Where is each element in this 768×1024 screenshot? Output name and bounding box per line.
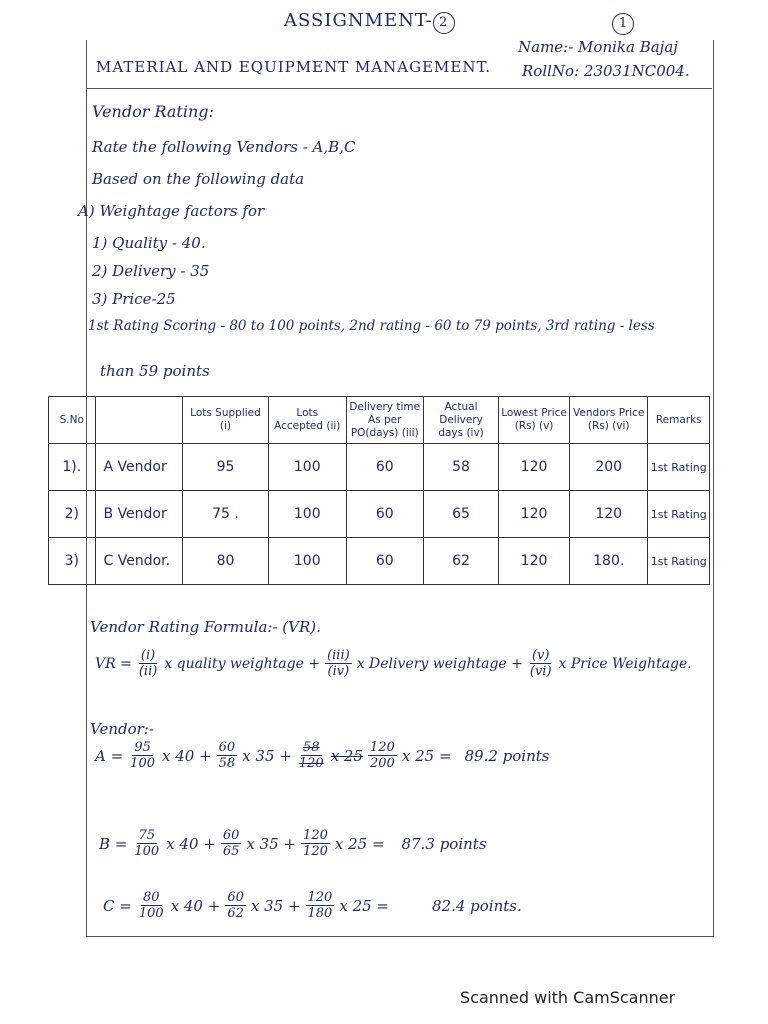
- page-number: 1: [612, 12, 634, 35]
- table-cell: B Vendor: [95, 491, 183, 538]
- result-a: 89.2 points: [464, 746, 550, 765]
- col-header: [95, 397, 183, 444]
- table-cell: 1).: [49, 444, 96, 491]
- student-name: Name:- Monika Bajaj: [518, 38, 678, 56]
- col-header: Actual Delivery days (iv): [423, 397, 498, 444]
- col-header: Lots Supplied (i): [183, 397, 269, 444]
- col-header: Remarks: [648, 397, 710, 444]
- calc-vendor-b: B = $\frac{75}{100}$ x 40 + $\frac{60}{65}$ x 35 + $\frac{120}{120}$ x 25 = 87.3 points: [99, 828, 487, 859]
- table-cell: C Vendor.: [95, 538, 183, 585]
- table-cell: 80: [183, 538, 269, 585]
- table-cell: 1st Rating: [648, 444, 710, 491]
- table-cell: 120: [499, 538, 570, 585]
- result-b: 87.3 points: [401, 834, 487, 853]
- vendor-table: [48, 396, 710, 585]
- roll-number: RollNo: 23031NC004.: [522, 62, 690, 80]
- calc-vendor-a: A = $\frac{95}{100}$ x 40 + $\frac{60}{58}$ x 35 + $\frac{58}{120}$ x 25 $\frac{120}{200}$ x 25 = 89.2 points: [95, 740, 550, 771]
- table-cell: 60: [346, 491, 423, 538]
- table-cell: 2): [49, 491, 96, 538]
- table-cell: 65: [423, 491, 498, 538]
- col-header: Vendors Price (Rs) (vi): [569, 397, 648, 444]
- table-cell: 200: [569, 444, 648, 491]
- col-header: Lots Accepted (ii): [268, 397, 346, 444]
- section-heading: Vendor Rating:: [92, 102, 214, 121]
- factor-price: 3) Price-25: [92, 290, 176, 308]
- calc-vendor-c: C = $\frac{80}{100}$ x 40 + $\frac{60}{62}$ x 35 + $\frac{120}{180}$ x 25 = 82.4 points.: [103, 890, 522, 921]
- table-row: [49, 444, 710, 491]
- table-cell: 58: [423, 444, 498, 491]
- table-cell: 100: [268, 491, 346, 538]
- intro-line: Rate the following Vendors - A,B,C: [92, 138, 356, 156]
- table-cell: 100: [268, 444, 346, 491]
- table-row: [49, 538, 710, 585]
- table-cell: 120: [499, 444, 570, 491]
- col-header: Delivery time As per PO(days) (iii): [346, 397, 423, 444]
- table-cell: 60: [346, 538, 423, 585]
- table-cell: 180.: [569, 538, 648, 585]
- rating-scale-cont: than 59 points: [100, 362, 210, 380]
- subject-title: MATERIAL AND EQUIPMENT MANAGEMENT.: [96, 58, 492, 76]
- factor-delivery: 2) Delivery - 35: [92, 262, 210, 280]
- table-cell: 120: [569, 491, 648, 538]
- header-divider: [86, 88, 712, 89]
- table-header-row: [49, 397, 710, 444]
- table-cell: 60: [346, 444, 423, 491]
- table-cell: 120: [499, 491, 570, 538]
- scanner-watermark: Scanned with CamScanner: [460, 988, 676, 1007]
- table-cell: A Vendor: [95, 444, 183, 491]
- intro-line: A) Weightage factors for: [78, 202, 265, 220]
- table-row: [49, 491, 710, 538]
- intro-line: Based on the following data: [92, 170, 305, 188]
- assignment-title: ASSIGNMENT- 2: [284, 10, 455, 34]
- col-header: Lowest Price (Rs) (v): [499, 397, 570, 444]
- calc-heading: Vendor:-: [90, 720, 154, 738]
- factor-quality: 1) Quality - 40.: [92, 234, 206, 252]
- table-cell: 1st Rating: [648, 538, 710, 585]
- formula-heading: Vendor Rating Formula:- (VR).: [90, 618, 321, 636]
- table-cell: 3): [49, 538, 96, 585]
- table-cell: 95: [183, 444, 269, 491]
- table-cell: 100: [268, 538, 346, 585]
- table-cell: 62: [423, 538, 498, 585]
- table-cell: 75 .: [183, 491, 269, 538]
- col-header: S.No: [49, 397, 96, 444]
- table-cell: 1st Rating: [648, 491, 710, 538]
- rating-scale: 1st Rating Scoring - 80 to 100 points, 2nd rating - 60 to 79 points, 3rd rating - less: [88, 318, 655, 334]
- vr-formula: VR = $\frac{(i)}{(ii)}$ x quality weightage + $\frac{\text{(iii)}}{(iv)}$ x Delivery weightage + $\frac{(v)}{(vi)}$ x Price Weightage.: [95, 648, 692, 679]
- result-c: 82.4 points.: [432, 896, 522, 915]
